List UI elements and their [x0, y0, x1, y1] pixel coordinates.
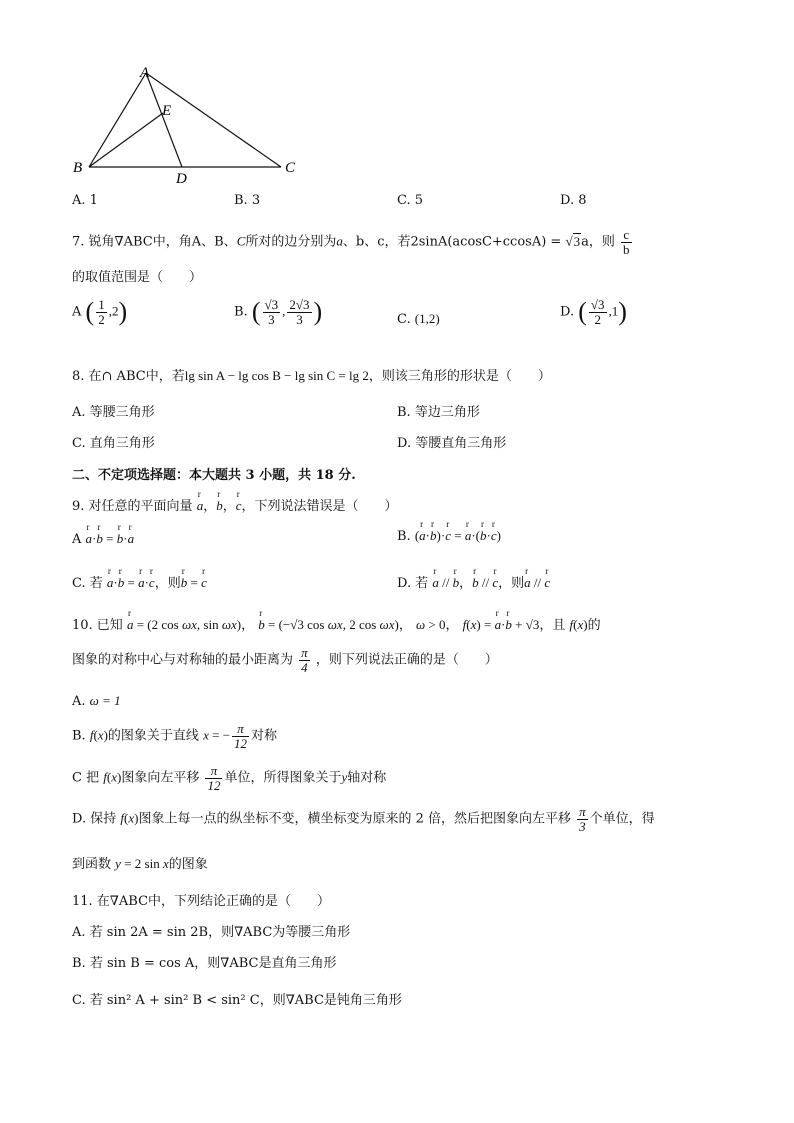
q8-formula: lg sin A − lg cos B − lg sin C = lg 2: [184, 368, 369, 383]
q7-stem: 7. 锐角∇ABC中，角A、B、C所对的边分别为a、b、c，若2sinA(acosC+ccosA) = √3a，则 $\frac{c}{b}$: [72, 227, 630, 257]
q10-option-c[interactable]: C 把 f(x)图象向左平移 $\frac{\pi}{12}$ 单位，所得图象关于y轴对称: [72, 763, 387, 793]
q6-option-d[interactable]: D. 8: [560, 193, 587, 208]
q7-prefix: 7. 锐角∇ABC中，角A、B、: [72, 234, 237, 250]
q8-option-a[interactable]: A. 等腰三角形: [72, 405, 155, 420]
q9-option-d[interactable]: D. 若 r a // r b，r b // r c，则r a // r c: [397, 572, 550, 591]
q6-option-b[interactable]: B. 3: [234, 193, 261, 208]
q8-option-b[interactable]: B. 等边三角形: [397, 405, 480, 420]
q11-option-c[interactable]: C. 若 sin² A + sin² B < sin² C，则∇ABC是钝角三角形: [72, 993, 402, 1008]
cevian-ad: [146, 73, 182, 167]
q9-stem: 9. 对任意的平面向量 r a，r b，r c，下列说法错误是（ ）: [72, 495, 398, 514]
q10-option-a[interactable]: A. ω = 1: [72, 693, 121, 709]
label-e: E: [162, 103, 172, 119]
q7-option-b[interactable]: B. ( $\frac{√3}{3}$ , $\frac{2√3}{3}$ ): [234, 297, 323, 327]
q10-option-d-line2: 到函数 y = 2 sin x的图象: [72, 856, 208, 872]
q8-option-c[interactable]: C. 直角三角形: [72, 436, 155, 451]
q7-line2: 的取值范围是（ ）: [72, 270, 203, 285]
edge-ab: [89, 73, 146, 167]
q6-option-c[interactable]: C. 5: [397, 193, 424, 208]
q11-option-a[interactable]: A. 若 sin 2A = sin 2B，则∇ABC为等腰三角形: [72, 925, 351, 940]
q7-text3: a，则: [581, 234, 615, 250]
label-d: D: [176, 171, 187, 187]
section-heading: 二、不定项选择题：本大题共 3 小题，共 18 分.: [72, 468, 356, 483]
q11-stem: 11. 在∇ABC中，下列结论正确的是（ ）: [72, 894, 331, 909]
q9-option-a[interactable]: A r a·r b = r b·r a: [72, 531, 134, 547]
q7-text2: 、b、c，若2sinA(acosC+ccosA) =: [342, 234, 566, 250]
q7-option-c[interactable]: C. (1,2): [397, 311, 440, 327]
q10-stem: 10. 已知 r a = (2 cos ωx, sin ωx)， r b = (−√3 cos ωx, 2 cos ωx)， ω > 0， f(x) = r a·r b + √3，且 f(x)的: [72, 614, 601, 633]
q11-option-b[interactable]: B. 若 sin B = cos A，则∇ABC是直角三角形: [72, 956, 337, 971]
q6-option-a[interactable]: A. 1: [72, 193, 98, 208]
q7-option-a[interactable]: A ( $\frac{1}{2}$ ,2): [72, 297, 128, 327]
q7-option-d[interactable]: D. ( $\frac{√3}{2}$ ,1): [560, 297, 627, 327]
q8-stem: 8. 在∩ ABC中，若lg sin A − lg cos B − lg sin C = lg 2，则该三角形的形状是（ ）: [72, 368, 551, 384]
segment-be: [89, 113, 163, 167]
triangle-figure: [70, 60, 310, 190]
edge-ac: [146, 73, 281, 167]
q7-mid: 所对的边分别为: [245, 234, 337, 250]
q10-option-b[interactable]: B. f(x)的图象关于直线 x = − $\frac{\pi}{12}$ 对称: [72, 721, 278, 751]
label-b: B: [73, 160, 83, 176]
q8-option-d[interactable]: D. 等腰直角三角形: [397, 436, 507, 451]
q9-option-b[interactable]: B. (r a·r b)·r c = r a·(r b·r c): [397, 528, 501, 544]
label-a: A: [140, 65, 150, 81]
q10-line2: 图象的对称中心与对称轴的最小距离为 $\frac{\pi}{4}$ ，则下列说法正确的是（ ）: [72, 645, 498, 675]
q10-option-d[interactable]: D. 保持 f(x)图象上每一点的纵坐标不变，横坐标变为原来的 2 倍，然后把图象向左平移 $\frac{\pi}{3}$ 个单位，得: [72, 804, 655, 834]
q9-option-c[interactable]: C. 若 r a·r b = r a·r c，则r b = r c: [72, 572, 207, 591]
label-c: C: [285, 160, 296, 176]
